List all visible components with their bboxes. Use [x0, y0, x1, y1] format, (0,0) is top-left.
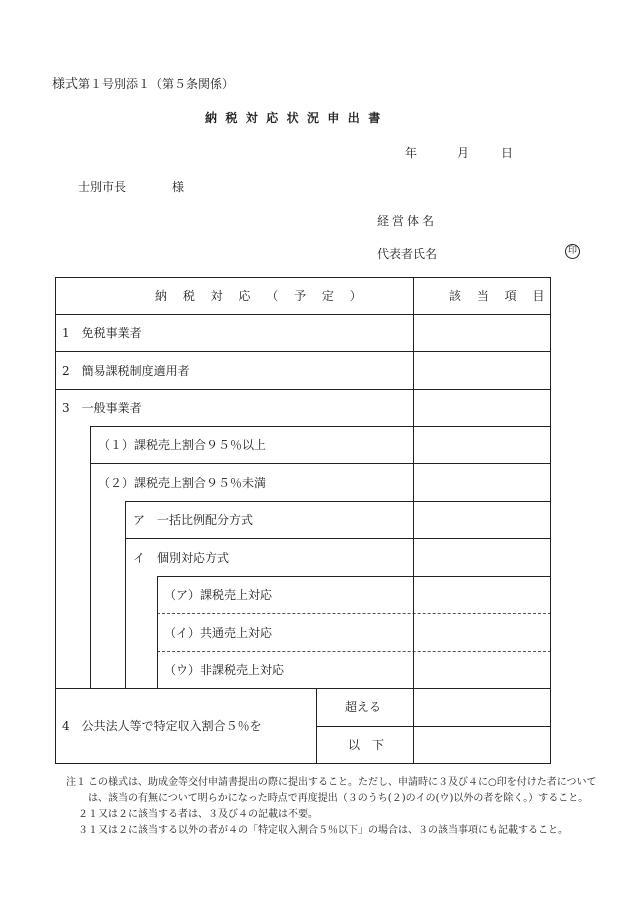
row-public-corporation-over: 超える [345, 700, 382, 714]
table-line [157, 576, 158, 688]
operator-name-label: 経営体名 [377, 214, 438, 228]
note-text: この様式は、助成金等交付申請書提出の際に提出すること。ただし、申請時に３及び４に○印を付けた者については、該当の有無について明らかになった時点で再度提出（３のうち(２)のイの(ウ)以外の者を除く。）すること。 [88, 777, 597, 804]
table-dashed-line [157, 651, 551, 652]
date-day: 日 [501, 146, 514, 160]
form-number [52, 73, 234, 92]
table-line [316, 688, 317, 763]
addressee [78, 178, 184, 195]
representative-name-label: 代表者氏名 [377, 247, 438, 261]
table-line [125, 501, 551, 502]
row-taxable-95-over: （１）課税売上割合９５％以上 [98, 438, 267, 452]
notes [66, 775, 606, 839]
table-line [55, 351, 551, 352]
table-header-applicable: 該 当 項 目 [449, 289, 551, 303]
table-header-status: 納 税 対 応 （ 予 定 ） [155, 289, 368, 303]
note-text: １又は２に該当する以外の者が４の「特定収入割合５％以下」の場合は、３の該当事項にも記載すること。 [88, 825, 568, 836]
row-public-corporation-under: 以 下 [348, 738, 385, 752]
table-line [316, 726, 551, 727]
row-lump-sum-method: ア 一括比例配分方式 [133, 513, 254, 527]
note-number: ３ [78, 825, 88, 836]
note-item [66, 823, 606, 839]
table-line [55, 314, 551, 315]
row-public-corporation: 4 公共法人等で特定収入割合５％を [62, 719, 262, 733]
table-line [90, 426, 551, 427]
table-line [55, 277, 551, 278]
table-line [157, 576, 551, 577]
note-item [66, 807, 606, 823]
addressee-honorific: 様 [172, 180, 185, 194]
table-line [90, 426, 91, 688]
date-year: 年 [405, 146, 418, 160]
table-line [55, 277, 56, 764]
date-month: 月 [457, 146, 470, 160]
row-itemized-method: イ 個別対応方式 [133, 551, 230, 565]
row-nontaxable-sales: （ウ）非課税売上対応 [164, 663, 285, 677]
row-general-business: 3 一般事業者 [62, 401, 142, 415]
seal-mark: 印 [565, 244, 580, 259]
table-line [55, 763, 551, 764]
table-line [413, 277, 414, 764]
note-number: 注１ [66, 777, 86, 788]
row-common-sales: （イ）共通売上対応 [164, 626, 273, 640]
table-line [55, 389, 551, 390]
date-line [405, 144, 513, 161]
form-number-main: 様式 [52, 77, 79, 92]
document-title: 納税対応状況申出書 [205, 111, 389, 125]
row-taxable-sales: （ア）課税売上対応 [164, 588, 273, 602]
note-number: ２ [78, 809, 88, 820]
table-dashed-line [157, 613, 551, 614]
form-number-detail: 第１号別添１（第５条関係） [78, 77, 235, 91]
addressee-name: 士別市長 [78, 180, 127, 194]
note-item [66, 775, 606, 807]
table-line [125, 538, 551, 539]
note-text: １又は２に該当する者は、３及び４の記載は不要。 [88, 809, 318, 820]
table-line [125, 501, 126, 688]
row-tax-exempt: 1 免税事業者 [62, 326, 142, 340]
table-line [550, 277, 551, 764]
row-simplified-tax: 2 簡易課税制度適用者 [62, 364, 190, 378]
table-line [55, 688, 551, 689]
table-line [90, 463, 551, 464]
row-taxable-95-under: （２）課税売上割合９５％未満 [98, 476, 267, 490]
